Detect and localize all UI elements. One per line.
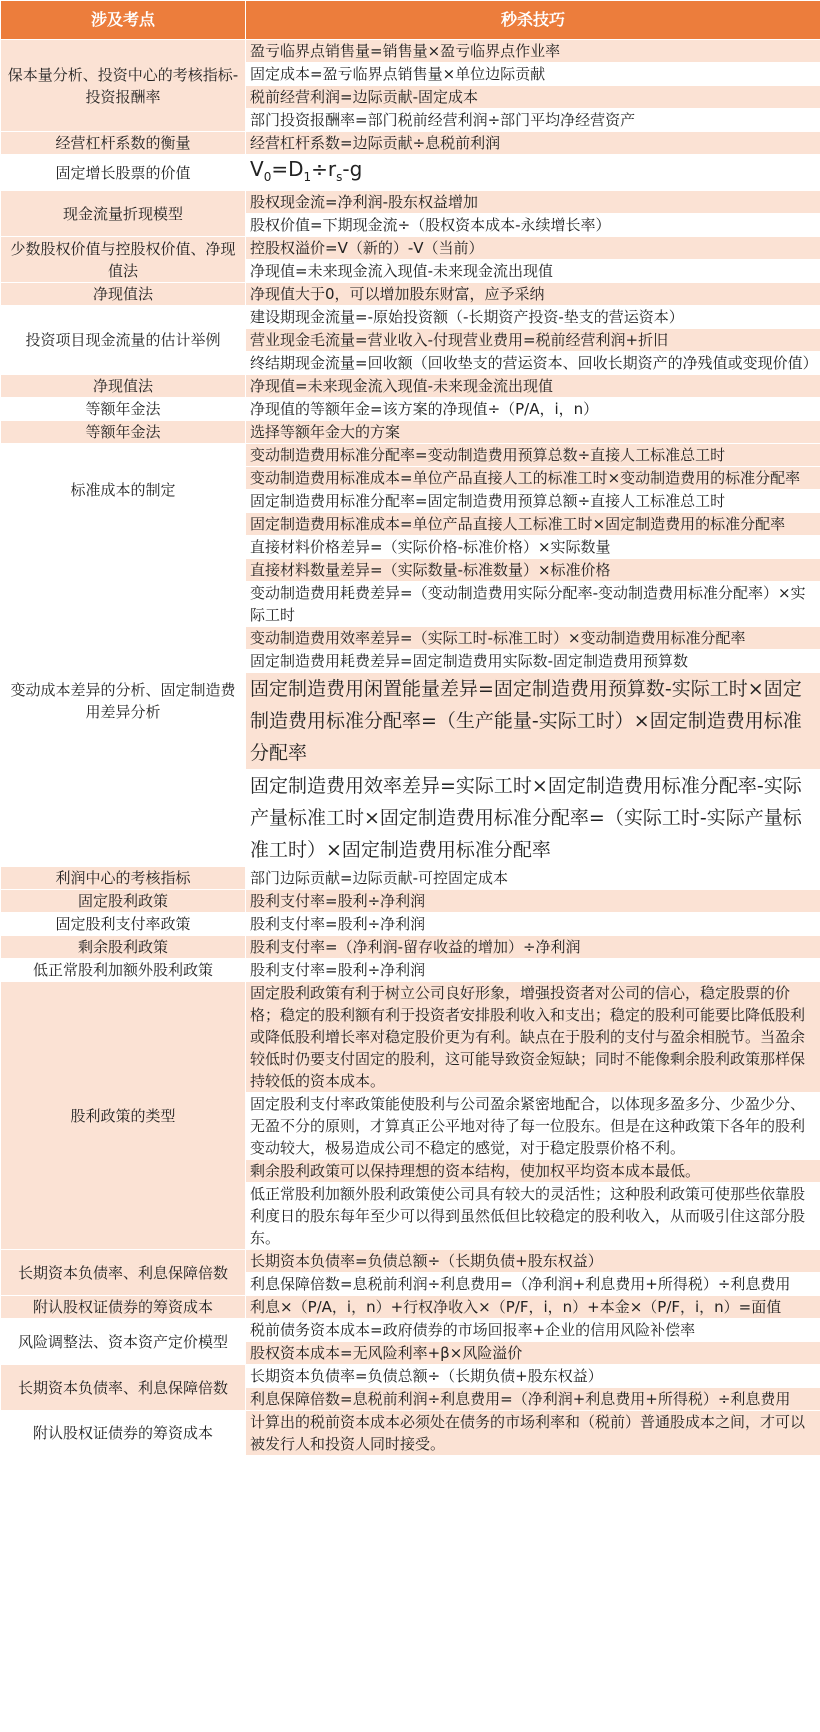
tip-cell: 固定成本=盈亏临界点销售量×单位边际贡献 <box>246 63 820 86</box>
table-row <box>1 398 820 421</box>
table-row <box>1 306 820 329</box>
table-row <box>1 283 820 306</box>
tip-cell: 直接材料价格差异=（实际价格-标准价格）×实际数量 <box>246 536 820 559</box>
table-row <box>1 1250 820 1273</box>
table-row <box>1 536 820 559</box>
tip-cell: 控股权溢价=V（新的）-V（当前） <box>246 237 820 260</box>
tip-cell: 净现值=未来现金流入现值-未来现金流出现值 <box>246 260 820 283</box>
topic-cell: 长期资本负债率、利息保障倍数 <box>1 1250 246 1296</box>
table-row <box>1 191 820 214</box>
topic-cell: 经营杠杆系数的衡量 <box>1 132 246 155</box>
tip-cell: 股利支付率=股利÷净利润 <box>246 913 820 936</box>
topic-cell: 股利政策的类型 <box>1 982 246 1250</box>
tip-cell: 直接材料数量差异=（实际数量-标准数量）×标准价格 <box>246 559 820 582</box>
table-row <box>1 1319 820 1342</box>
topic-cell: 低正常股利加额外股利政策 <box>1 959 246 982</box>
tip-cell: 利息保障倍数=息税前利润÷利息费用=（净利润+利息费用+所得税）÷利息费用 <box>246 1388 820 1411</box>
table-row <box>1 40 820 63</box>
tip-cell: 净现值=未来现金流入现值-未来现金流出现值 <box>246 375 820 398</box>
table-row <box>1 1411 820 1456</box>
topic-cell: 净现值法 <box>1 283 246 306</box>
tip-cell: 变动制造费用标准成本=单位产品直接人工的标准工时×变动制造费用的标准分配率 <box>246 467 820 490</box>
table-row <box>1 982 820 1093</box>
topic-cell: 剩余股利政策 <box>1 936 246 959</box>
table-row <box>1 132 820 155</box>
table-row <box>1 375 820 398</box>
topic-cell: 标准成本的制定 <box>1 444 246 536</box>
tip-cell: 变动制造费用标准分配率=变动制造费用预算总数÷直接人工标准总工时 <box>246 444 820 467</box>
tip-cell: 终结期现金流量=回收额（回收垫支的营运资本、回收长期资产的净残值或变现价值） <box>246 352 820 375</box>
tip-cell: 经营杠杆系数=边际贡献÷息税前利润 <box>246 132 820 155</box>
topic-cell: 固定增长股票的价值 <box>1 155 246 191</box>
topic-cell: 净现值法 <box>1 375 246 398</box>
topic-cell: 等额年金法 <box>1 398 246 421</box>
tip-cell: 变动制造费用效率差异=（实际工时-标准工时）×变动制造费用标准分配率 <box>246 627 820 650</box>
tip-cell: 建设期现金流量=-原始投资额（-长期资产投资-垫支的营运资本） <box>246 306 820 329</box>
tip-cell: 税前经营利润=边际贡献-固定成本 <box>246 86 820 109</box>
tip-cell: 长期资本负债率=负债总额÷（长期负债+股东权益） <box>246 1250 820 1273</box>
table-row <box>1 1365 820 1388</box>
header-topic: 涉及考点 <box>1 1 246 40</box>
tip-cell: 部门投资报酬率=部门税前经营利润÷部门平均净经营资产 <box>246 109 820 132</box>
table-header-row <box>1 1 820 40</box>
table-row <box>1 1296 820 1319</box>
table-row <box>1 936 820 959</box>
tip-cell: 固定制造费用效率差异=实际工时×固定制造费用标准分配率-实际产量标准工时×固定制造费用标准分配率=（实际工时-实际产量标准工时）×固定制造费用标准分配率 <box>246 770 820 867</box>
table-row <box>1 867 820 890</box>
topic-cell: 保本量分析、投资中心的考核指标-投资报酬率 <box>1 40 246 132</box>
tip-cell: 股利支付率=股利÷净利润 <box>246 959 820 982</box>
tip-cell: 固定制造费用标准成本=单位产品直接人工标准工时×固定制造费用的标准分配率 <box>246 513 820 536</box>
tip-cell: 固定股利支付率政策能使股利与公司盈余紧密地配合，以体现多盈多分、少盈少分、无盈不分的原则，才算真正公平地对待了每一位股东。但是在这种政策下各年的股利变动较大，极易造成公司不稳定的感觉，对于稳定股票价格不利。 <box>246 1093 820 1160</box>
table-row <box>1 444 820 467</box>
tip-cell: 固定股利政策有利于树立公司良好形象，增强投资者对公司的信心，稳定股票的价格；稳定的股利额有利于投资者安排股利收入和支出；稳定的股利可能要比降低股利或降低股利增长率对稳定股价更为有利。缺点在于股利的支付与盈余相脱节。当盈余较低时仍要支付固定的股利，这可能导致资金短缺；同时不能像剩余股利政策那样保持较低的资本成本。 <box>246 982 820 1093</box>
tip-cell: 净现值大于0，可以增加股东财富，应予采纳 <box>246 283 820 306</box>
table-row <box>1 237 820 260</box>
tip-cell: 股权价值=下期现金流÷（股权资本成本-永续增长率） <box>246 214 820 237</box>
tip-cell: 固定制造费用耗费差异=固定制造费用实际数-固定制造费用预算数 <box>246 650 820 673</box>
tip-cell: 变动制造费用耗费差异=（变动制造费用实际分配率-变动制造费用标准分配率）×实际工时 <box>246 582 820 627</box>
tip-cell: 长期资本负债率=负债总额÷（长期负债+股东权益） <box>246 1365 820 1388</box>
topic-cell: 现金流量折现模型 <box>1 191 246 237</box>
topic-cell: 等额年金法 <box>1 421 246 444</box>
table-row <box>1 913 820 936</box>
formula-cell: $V_0=D_1\div r_s-g$ <box>246 155 820 191</box>
table-row <box>1 959 820 982</box>
tip-cell: 剩余股利政策可以保持理想的资本结构，使加权平均资本成本最低。 <box>246 1160 820 1183</box>
topic-cell: 附认股权证债券的筹资成本 <box>1 1411 246 1456</box>
tip-cell: 利息保障倍数=息税前利润÷利息费用=（净利润+利息费用+所得税）÷利息费用 <box>246 1273 820 1296</box>
topic-cell: 少数股权价值与控股权价值、净现值法 <box>1 237 246 283</box>
topic-cell: 固定股利支付率政策 <box>1 913 246 936</box>
tip-cell: 选择等额年金大的方案 <box>246 421 820 444</box>
table-row <box>1 421 820 444</box>
tip-cell: 股权现金流=净利润-股东权益增加 <box>246 191 820 214</box>
tip-cell: 税前债务资本成本=政府债券的市场回报率+企业的信用风险补偿率 <box>246 1319 820 1342</box>
tip-cell: 固定制造费用闲置能量差异=固定制造费用预算数-实际工时×固定制造费用标准分配率=（生产能量-实际工时）×固定制造费用标准分配率 <box>246 673 820 770</box>
table-row <box>1 155 820 191</box>
table-row <box>1 890 820 913</box>
topic-cell: 投资项目现金流量的估计举例 <box>1 306 246 375</box>
topic-cell: 固定股利政策 <box>1 890 246 913</box>
tip-cell: 股利支付率=股利÷净利润 <box>246 890 820 913</box>
topic-cell: 利润中心的考核指标 <box>1 867 246 890</box>
tip-cell: 利息×（P/A，i，n）+行权净收入×（P/F，i，n）+本金×（P/F，i，n）=面值 <box>246 1296 820 1319</box>
topic-cell: 附认股权证债券的筹资成本 <box>1 1296 246 1319</box>
tip-cell: 股权资本成本=无风险利率+β×风险溢价 <box>246 1342 820 1365</box>
tip-cell: 营业现金毛流量=营业收入-付现营业费用=税前经营利润+折旧 <box>246 329 820 352</box>
topic-cell: 变动成本差异的分析、固定制造费用差异分析 <box>1 536 246 867</box>
tip-cell: 股利支付率=（净利润-留存收益的增加）÷净利润 <box>246 936 820 959</box>
header-tips: 秒杀技巧 <box>246 1 820 40</box>
tip-cell: 低正常股利加额外股利政策使公司具有较大的灵活性；这种股利政策可使那些依靠股利度日的股东每年至少可以得到虽然低但比较稳定的股利收入，从而吸引住这部分股东。 <box>246 1183 820 1250</box>
topic-cell: 风险调整法、资本资产定价模型 <box>1 1319 246 1365</box>
tip-cell: 部门边际贡献=边际贡献-可控固定成本 <box>246 867 820 890</box>
tip-cell: 计算出的税前资本成本必须处在债务的市场利率和（税前）普通股成本之间，才可以被发行人和投资人同时接受。 <box>246 1411 820 1456</box>
tip-cell: 盈亏临界点销售量=销售量×盈亏临界点作业率 <box>246 40 820 63</box>
tip-cell: 固定制造费用标准分配率=固定制造费用预算总额÷直接人工标准总工时 <box>246 490 820 513</box>
tip-cell: 净现值的等额年金=该方案的净现值÷（P/A，i，n） <box>246 398 820 421</box>
topic-cell: 长期资本负债率、利息保障倍数 <box>1 1365 246 1411</box>
